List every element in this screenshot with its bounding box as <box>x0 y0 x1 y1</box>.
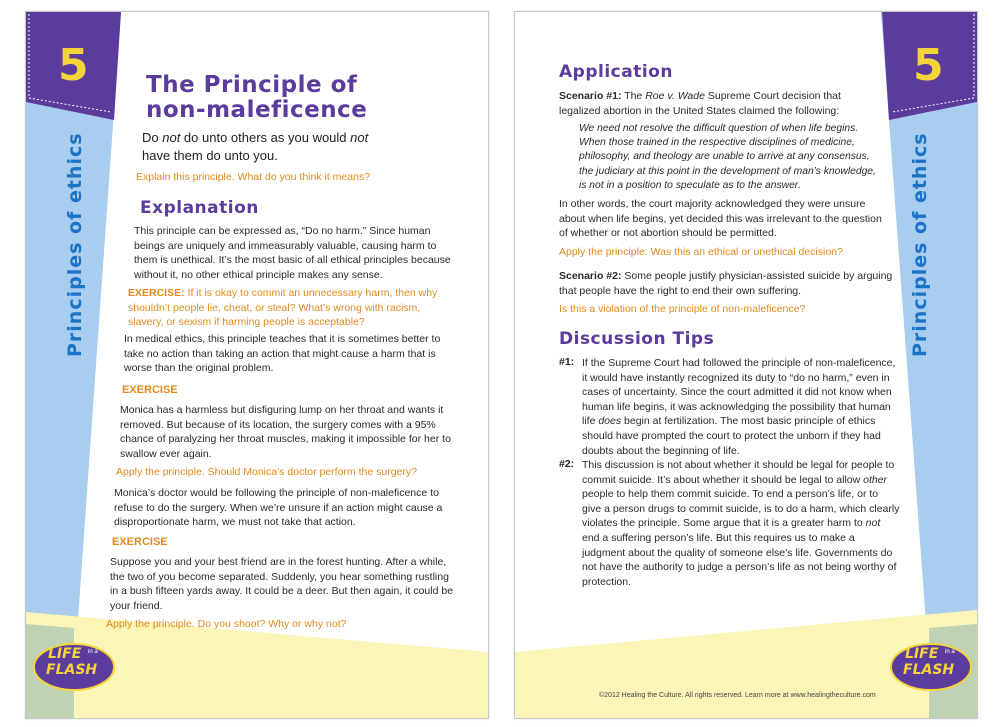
apply-prompt-1: Apply the principle. Should Monica’s doctor perform the surgery? <box>116 466 417 478</box>
violation-question: Is this a violation of the principle of non-maleficence? <box>559 303 806 315</box>
right-page <box>514 11 978 719</box>
exercise2-heading: EXERCISE <box>122 384 178 396</box>
life-in-a-flash-logo-right <box>889 642 973 692</box>
roe-quote: We need not resolve the difficult question of when life begins. When those trained in the respective disciplines of medicine, philosophy, and theology are unable to arrive at any consensus, the judiciary at this point in the development of man’s knowledge, is not in a position to speculate as to the answer. <box>579 123 876 191</box>
exercise3-heading: EXERCISE <box>112 536 168 548</box>
tip2-number: #2: <box>559 458 575 470</box>
vertical-section-label: Principles of ethics <box>64 132 86 357</box>
monica-scenario: Monica has a harmless but disfiguring lump on her throat and wants it removed. But because of its location, the surgery comes with a 95% chance of paralyzing her throat muscles, making it impossible for her to swallow ever again. <box>120 404 451 460</box>
left-page <box>25 11 489 719</box>
logo-small: in a <box>88 649 98 655</box>
principle-statement: Do not do unto others as you would not have them do unto you. <box>142 130 369 163</box>
forest-scenario: Suppose you and your best friend are in the forest hunting. After a while, the two of you become separated. Suddenly, you hear something rustling in a bush fifteen yards away. It could be a deer. But then again, it could be your friend. <box>110 556 454 612</box>
scenario2: Scenario #2: Some people justify physician-assisted suicide by arguing that people have the right to end their own suffering. <box>559 270 893 297</box>
tip1-text: If the Supreme Court had followed the principle of non-maleficence, it would have instantly recognized its duty to “do no harm,” even in cases of uncertainty. Since the court admitted it did not know when human life begins, it was acknowledging the possibility that human life does begin at fertilization. The most basic principle of ethics should have prompted the court to protect the unborn if they had doubts about the beginning of life. <box>582 357 896 457</box>
tip1-number: #1: <box>559 356 575 368</box>
logo-line2-right: FLASH <box>903 662 955 678</box>
scenario1: Scenario #1: The Roe v. Wade Supreme Court decision that legalized abortion in the United States claimed the following: <box>559 90 841 117</box>
explanation-text: This principle can be expressed as, “Do no harm.” Since human beings are uniquely and immeasurably valuable, causing harm to them is unethical. It’s the most basic of all ethical principles because without it, no other ethical principle makes any sense. <box>134 225 451 281</box>
apply-prompt-right-1: Apply the principle. Was this an ethical or unethical decision? <box>559 246 843 258</box>
life-in-a-flash-logo <box>32 642 116 692</box>
monica-answer: Monica’s doctor would be following the principle of non-maleficence to refuse to do the surgery. When we’re unsure if an action might cause a disproportionate harm, we must not take that action. <box>114 487 443 529</box>
logo-line2: FLASH <box>46 662 98 678</box>
copyright-footer: ©2012 Healing the Culture. All rights reserved. Learn more at www.healingtheculture.com <box>599 692 876 699</box>
other-words-text: In other words, the court majority acknowledged they were unsure about when life begins, yet decided this was irrelevant to the question of whether or not abortion should be permitted. <box>559 198 882 240</box>
medical-ethics-text: In medical ethics, this principle teaches that it is sometimes better to take no action than taking an action that might cause a harm that is worse than the original problem. <box>124 333 441 375</box>
vertical-section-label-right: Principles of ethics <box>909 132 931 357</box>
logo-line1: LIFE <box>48 646 82 662</box>
chapter-number: 5 <box>58 40 89 91</box>
page-title-line2: non-maleficence <box>146 97 368 123</box>
chapter-number-right: 5 <box>913 40 944 91</box>
exercise1: EXERCISE: If it is okay to commit an unnecessary harm, then why shouldn’t people lie, cheat, or steal? What’s wrong with racism, slavery, or sexism if harming people is acceptable? <box>128 287 438 329</box>
logo-small-right: in a <box>945 649 955 655</box>
explain-prompt: Explain this principle. What do you think it means? <box>136 171 371 183</box>
application-heading: Application <box>559 62 673 82</box>
apply-prompt-2: Apply the principle. Do you shoot? Why or why not? <box>106 618 347 630</box>
page-title-line1: The Principle of <box>146 72 358 98</box>
discussion-tips-heading: Discussion Tips <box>559 329 715 349</box>
tip2-text: This discussion is not about whether it should be legal for people to commit suicide. It’s about whether it should be legal to allow other people to help them commit suicide. To end a person’s life, or to give a person drugs to commit suicide, is to do a harm, which clearly violates the principle. Some argue that it is a greater harm to not end a suffering person’s life. But this requires us to make a judgment about the quality of someone else’s life. Governments do not have the authority to judge a person’s life as not being worthy of protection. <box>582 459 900 588</box>
explanation-heading: Explanation <box>140 198 259 218</box>
logo-line1-right: LIFE <box>905 646 939 662</box>
